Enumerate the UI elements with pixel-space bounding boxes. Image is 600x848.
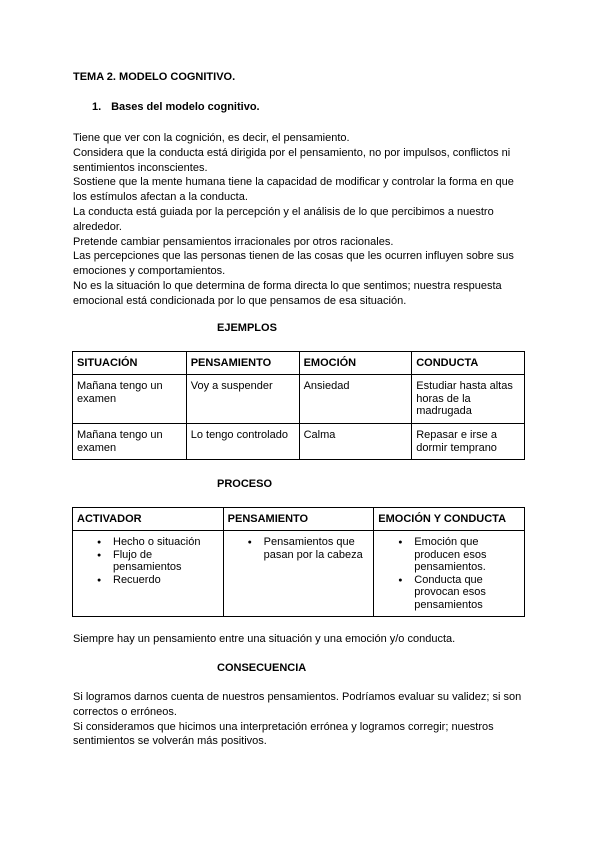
header-cell: PENSAMIENTO (186, 352, 299, 375)
list-item: ● Recuerdo (113, 574, 219, 587)
header-cell: EMOCIÓN Y CONDUCTA (374, 508, 525, 531)
table-header-row (73, 352, 525, 375)
ejemplos-table (72, 351, 525, 460)
table-cell: Ansiedad (299, 375, 412, 424)
emocion-conducta-cell (374, 531, 525, 617)
section-label: Bases del modelo cognitivo. (111, 101, 260, 113)
paragraph: La conducta está guiada por la percepción y el análisis de lo que percibimos a nuestro alrededor. (73, 205, 494, 233)
pensamiento-cell (223, 531, 374, 617)
list-item: ● Emoción que producen esos pensamientos. (414, 536, 520, 574)
ejemplos-heading: EJEMPLOS (217, 322, 277, 334)
table-cell: Calma (299, 424, 412, 460)
bullet-list (77, 536, 219, 586)
paragraph: Las percepciones que las personas tienen de las cosas que les ocurren influyen sobre sus emociones y comportamientos. (73, 250, 514, 278)
header-cell: PENSAMIENTO (223, 508, 374, 531)
proceso-table (72, 507, 525, 617)
header-cell: ACTIVADOR (73, 508, 224, 531)
bullet-list (378, 536, 520, 611)
paragraph: Tiene que ver con la cognición, es decir, el pensamiento. (73, 132, 350, 144)
paragraph: Pretende cambiar pensamientos irracionales por otros racionales. (73, 235, 394, 248)
table-row (73, 531, 525, 617)
section-heading (92, 101, 260, 113)
list-item: ● Hecho o situación (113, 536, 219, 549)
summary-sentence: Siempre hay un pensamiento entre una situación y una emoción y/o conducta. (73, 633, 456, 645)
section-number: 1. (92, 101, 102, 113)
table-header-row (73, 508, 525, 531)
table-row (73, 375, 525, 424)
table-cell: Mañana tengo un examen (73, 424, 187, 460)
list-item: ● Pensamientos que pasan por la cabeza (264, 536, 370, 561)
table-cell: Repasar e irse a dormir temprano (412, 424, 525, 460)
table-cell: Voy a suspender (186, 375, 299, 424)
paragraph: Sostiene que la mente humana tiene la capacidad de modificar y controlar la forma en que los estímulos afectan a la conducta. (73, 176, 514, 204)
list-item: ● Conducta que provocan esos pensamientos (414, 574, 520, 612)
proceso-heading: PROCESO (217, 478, 273, 490)
header-cell: EMOCIÓN (299, 352, 412, 375)
list-item: ● Flujo de pensamientos (113, 549, 219, 574)
paragraph: No es la situación lo que determina de forma directa lo que sentimos; nuestra respuesta emocional está condicionada por lo que pensamos de esa situación. (73, 279, 502, 307)
activador-cell (73, 531, 224, 617)
paragraph: Si consideramos que hicimos una interpretación errónea y logramos corregir; nuestros sentimientos se volverán más positivos. (73, 720, 494, 748)
bullet-list (228, 536, 370, 561)
header-cell: CONDUCTA (412, 352, 525, 375)
consecuencia-paragraphs (73, 690, 528, 749)
paragraph: Si logramos darnos cuenta de nuestros pensamientos. Podríamos evaluar su validez; si son correctos o erróneos. (73, 691, 522, 718)
intro-paragraphs (73, 131, 528, 309)
table-cell: Estudiar hasta altas horas de la madrugada (412, 375, 525, 424)
table-cell: Mañana tengo un examen (73, 375, 187, 424)
table-cell: Lo tengo controlado (186, 424, 299, 460)
document-title: TEMA 2. MODELO COGNITIVO. (73, 71, 236, 83)
table-row (73, 424, 525, 460)
consecuencia-heading: CONSECUENCIA (217, 662, 307, 674)
header-cell: SITUACIÓN (73, 352, 187, 375)
paragraph: Considera que la conducta está dirigida por el pensamiento, no por impulsos, conflictos ni sentimientos inconscientes. (73, 146, 511, 174)
